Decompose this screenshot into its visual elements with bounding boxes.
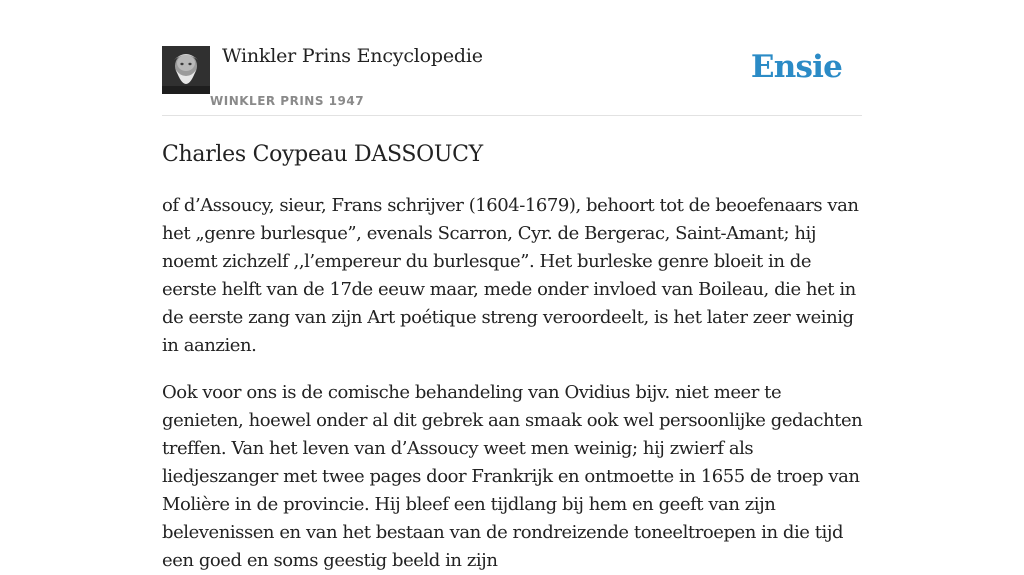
article-paragraph: Ook voor ons is de comische behandeling van Ovidius bijv. niet meer te genieten, hoewel onder al dit gebrek aan smaak ook wel persoonlijke gedachten treffen. Van het leven van d’Assoucy weet men weinig; hij zwierf als liedjeszanger met twee pages door Frankrijk en ontmoette in 1655 de troep van Molière in de provincie. Hij bleef een tijdlang bij hem en geeft van zijn belevenissen en van het bestaan van de rondreizende toneeltroepen in die tijd een goed en soms geestig beeld in zijn xyxy=(162,382,863,571)
brand-logo[interactable]: Ensie xyxy=(750,49,842,85)
source-title[interactable]: Winkler Prins Encyclopedie xyxy=(222,45,483,67)
source-header xyxy=(162,0,862,116)
article-title: Charles Coypeau DASSOUCY xyxy=(162,142,483,167)
article xyxy=(162,138,864,575)
source-avatar[interactable] xyxy=(162,46,210,94)
bearded-man-portrait-icon xyxy=(162,46,210,94)
article-paragraph: of d’Assoucy, sieur, Frans schrijver (1604-1679), behoort tot de beoefenaars van het „genre burlesque”, evenals Scarron, Cyr. de Bergerac, Saint-Amant; hij noemt zichzelf ,,l’empereur du burlesque”. Het burleske genre bloeit in de eerste helft van de 17de eeuw maar, mede onder invloed van Boileau, die het in de eerste zang van zijn Art poétique streng veroordeelt, is het later zeer weinig in aanzien. xyxy=(162,195,859,356)
source-subtitle: WINKLER PRINS 1947 xyxy=(210,94,365,108)
